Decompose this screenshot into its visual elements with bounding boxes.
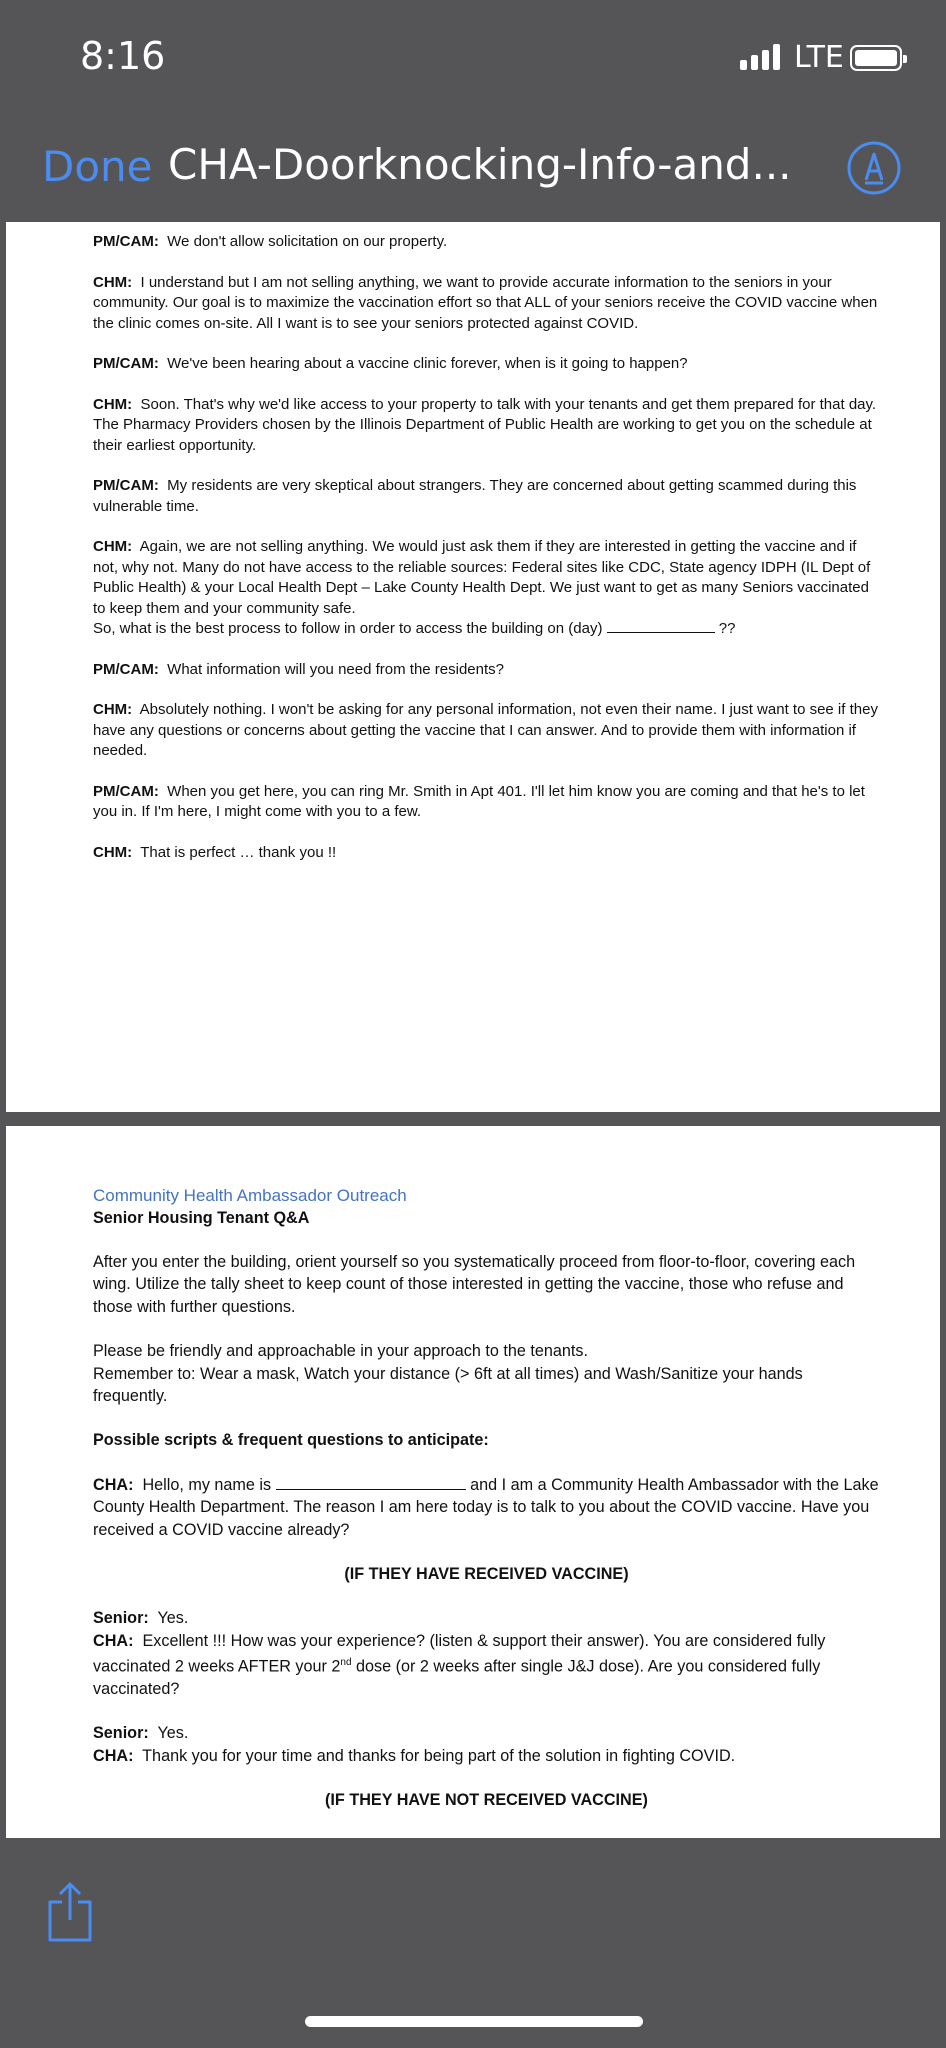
dialogue-paragraph: CHM: Absolutely nothing. I won't be asking for any personal information, not even their name. I just want to see if they have any questions or concerns about getting the vaccine that I can answer. And to provide them with information if needed. (93, 701, 878, 759)
thanks-dialogue: Senior: Yes. CHA: Thank you for your time and thanks for being part of the solution in fighting COVID. (93, 1724, 736, 1765)
received-heading: (IF THEY HAVE RECEIVED VACCINE) (344, 1565, 629, 1584)
fill-in-blank (607, 631, 715, 633)
dialogue-paragraph: PM/CAM: We don't allow solicitation on our property. (93, 233, 448, 250)
battery-icon (850, 45, 902, 71)
scripts-heading: Possible scripts & frequent questions to anticipate: (93, 1431, 489, 1450)
cha-intro-paragraph: CHA: Hello, my name is and I am a Community Health Ambassador with the Lake County Health Department. The reason I am here today is to talk to you about the COVID vaccine. Have you received a COVID vaccine already? (93, 1475, 879, 1539)
dialogue-paragraph: CHM: Again, we are not selling anything. We would just ask them if they are interested in getting the vaccine and if not, why not. Many do not have access to the reliable sources: Federal sites like CDC, State agency IDPH (IL Dept of Public Health) & your Local Health Dept – Lake County Health Dept. We just want to get as many Seniors vaccinated to keep them and your community safe. So, what is the best process to follow in order to access the building on (day) ?? (93, 538, 871, 637)
network-type: LTE (794, 40, 844, 75)
status-bar (0, 0, 946, 120)
navigation-bar (0, 120, 946, 220)
friendly-paragraph: Please be friendly and approachable in your approach to the tenants. Remember to: Wear a mask, Watch your distance (> 6ft at all times) and Wash/Sanitize your hands frequently. (93, 1342, 803, 1406)
fill-in-blank (276, 1488, 466, 1490)
document-title: CHA-Doorknocking-Info-and... (168, 140, 792, 189)
cellular-signal-icon (740, 44, 780, 70)
dialogue-paragraph: CHM: That is perfect … thank you !! (93, 843, 337, 861)
dialogue-paragraph: PM/CAM: My residents are very skeptical about strangers. They are concerned about getting scammed during this vulnerable time. (93, 477, 857, 515)
dialogue-paragraph: CHM: I understand but I am not selling anything, we want to provide accurate information to the seniors in your community. Our goal is to maximize the vaccination effort so that ALL of your seniors receive the COVID vaccine when the clinic comes on-site. All I want is to see your seniors protected against COVID. (93, 273, 878, 332)
dialogue-paragraph: PM/CAM: When you get here, you can ring Mr. Smith in Apt 401. I'll let him know you are coming and that he's to let you in. If I'm here, I might come with you to a few. (93, 782, 865, 820)
not-received-heading: (IF THEY HAVE NOT RECEIVED VACCINE) (325, 1791, 648, 1810)
done-button[interactable]: Done (42, 142, 153, 191)
intro-paragraph: After you enter the building, orient yourself so you systematically proceed from floor-to-floor, covering each wing. Utilize the tally sheet to keep count of those interested in getting the vaccine, those who refuse and those with further questions. (93, 1253, 856, 1316)
markup-pen-icon[interactable] (846, 140, 902, 196)
home-indicator[interactable] (305, 2016, 643, 2027)
document-page-1[interactable] (6, 222, 940, 1112)
status-time: 8:16 (80, 34, 166, 78)
dialogue-paragraph: PM/CAM: We've been hearing about a vaccine clinic forever, when is it going to happen? (93, 355, 688, 372)
section-subheading: Senior Housing Tenant Q&A (93, 1209, 310, 1227)
section-heading: Community Health Ambassador Outreach (93, 1186, 407, 1205)
received-dialogue: Senior: Yes. CHA: Excellent !!! How was your experience? (listen & support their answer). You are considered fully vaccinated 2 weeks AFTER your 2nd dose (or 2 weeks after single J&J dose). Are you considered fully vaccinated? (93, 1609, 826, 1699)
dialogue-paragraph: CHM: Soon. That's why we'd like access to your property to talk with your tenants and get them prepared for that day. The Pharmacy Providers chosen by the Illinois Department of Public Health are working to get you on the schedule at their earliest opportunity. (93, 395, 877, 454)
document-page-2[interactable] (6, 1126, 940, 1838)
share-icon[interactable] (44, 1880, 96, 1944)
dialogue-paragraph: PM/CAM: What information will you need from the residents? (93, 660, 504, 678)
